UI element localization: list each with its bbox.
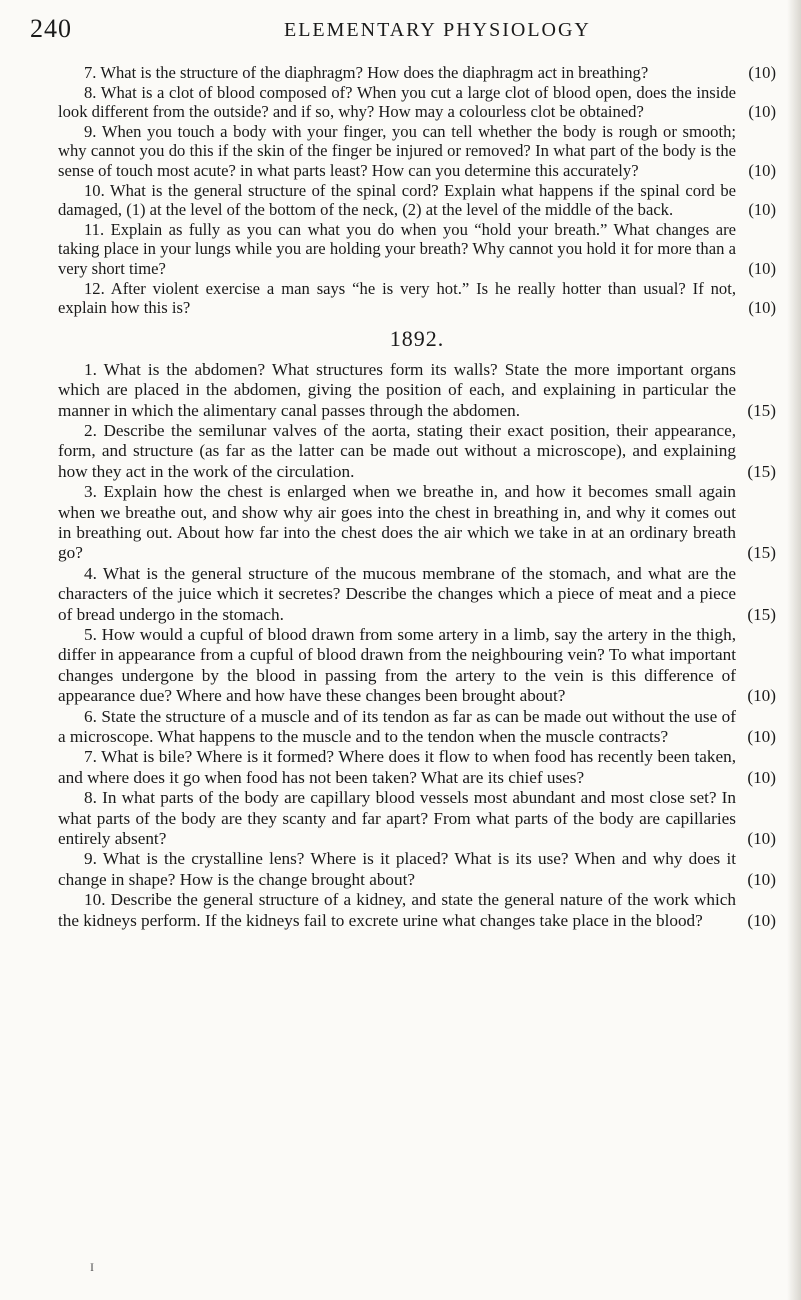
question-item xyxy=(58,890,776,931)
question-marks: (10) xyxy=(748,298,776,318)
question-number: 7. xyxy=(84,63,97,82)
question-number: 10. xyxy=(84,180,105,200)
page-body xyxy=(58,63,776,931)
question-text: After violent exercise a man says “he is very hot.” Is he really hotter than usual? If not, explain how this is? xyxy=(58,278,736,318)
question-marks: (15) xyxy=(747,461,776,481)
question-item xyxy=(58,707,776,748)
page-number: 240 xyxy=(30,14,72,43)
question-item xyxy=(58,482,776,564)
question-text: Explain as fully as you can what you do when you “hold your breath.” What changes are taking place in your lungs while you are holding your breath? Why cannot you hold it for more than a very short time? xyxy=(58,219,736,278)
question-marks: (10) xyxy=(747,767,776,787)
question-text: What is the structure of the diaphragm? How does the diaphragm act in breathing? xyxy=(100,63,649,82)
question-item xyxy=(58,788,776,849)
question-number: 5. xyxy=(84,625,97,644)
question-number: 11. xyxy=(84,219,105,239)
running-title: ELEMENTARY PHYSIOLOGY xyxy=(284,19,591,41)
question-item xyxy=(58,849,776,890)
question-item xyxy=(58,625,776,707)
question-marks: (10) xyxy=(748,258,776,278)
question-item xyxy=(58,747,776,788)
question-list-1892 xyxy=(58,360,776,931)
question-item xyxy=(58,181,776,220)
question-number: 8. xyxy=(84,788,97,808)
question-number: 4. xyxy=(84,563,97,583)
question-text: When you touch a body with your finger, you can tell whether the body is rough or smooth; why cannot you do this if the skin of the finger be injured or removed? In what part of the body is the sense of touch most acute? in what parts least? How can you determine this accurately? xyxy=(58,121,736,180)
question-number: 3. xyxy=(84,482,97,502)
question-number: 10. xyxy=(84,890,106,910)
question-number: 1. xyxy=(84,359,97,379)
question-list-1891 xyxy=(58,63,776,318)
question-number: 9. xyxy=(84,849,97,869)
question-item xyxy=(58,421,776,482)
question-text: State the structure of a muscle and of its tendon as far as can be made out without the use of a microscope. What happens to the muscle and to the tendon when the muscle contracts? xyxy=(58,706,736,747)
question-number: 8. xyxy=(84,82,97,102)
question-text: What is bile? Where is it formed? Where does it flow to when food has recently been taken, and where does it go when food has not been taken? What are its chief uses? xyxy=(58,747,736,787)
question-marks: (10) xyxy=(747,727,776,747)
footer-mark: I xyxy=(90,1260,94,1274)
question-number: 7. xyxy=(84,747,97,767)
question-marks: (15) xyxy=(747,604,776,624)
question-marks: (15) xyxy=(747,543,776,563)
question-marks: (10) xyxy=(747,829,776,849)
question-text: What is the abdomen? What structures form its walls? State the more important organs which are placed in the abdomen, giving the position of each, and explaining in particular the manner in which the alimentary canal passes through the abdomen. xyxy=(58,359,736,420)
question-item xyxy=(58,279,776,318)
question-marks: (10) xyxy=(747,686,776,706)
question-item xyxy=(58,122,776,181)
question-item xyxy=(58,360,776,421)
page-header xyxy=(30,14,770,54)
question-text: What is a clot of blood composed of? When you cut a large clot of blood open, does the inside look different from the outside? and if so, why? How may a colourless clot be obtained? xyxy=(58,82,736,122)
question-text: Describe the general structure of a kidney, and state the general nature of the work which the kidneys perform. If the kidneys fail to excrete urine what changes take place in the blood? xyxy=(58,890,737,930)
question-text: What is the general structure of the spinal cord? Explain what happens if the spinal cord be damaged, (1) at the level of the bottom of the neck, (2) at the level of the middle of the back. xyxy=(58,180,736,220)
question-item xyxy=(58,63,776,83)
question-marks: (10) xyxy=(748,63,776,82)
question-item xyxy=(58,83,776,122)
year-heading: 1892. xyxy=(389,325,445,351)
question-marks: (15) xyxy=(747,400,776,420)
question-number: 2. xyxy=(84,420,97,440)
question-marks: (10) xyxy=(747,869,776,889)
question-text: What is the crystalline lens? Where is it placed? What is its use? When and why does it change in shape? How is the change brought about? xyxy=(58,849,736,889)
question-item xyxy=(58,564,776,625)
question-text: In what parts of the body are capillary blood vessels most abundant and most close set? In what parts of the body are they scanty and far apart? From what parts of the body are capillaries entirely absent? xyxy=(58,788,736,849)
question-number: 6. xyxy=(84,706,97,726)
question-number: 12. xyxy=(84,278,105,298)
page-edge-shadow xyxy=(787,0,801,1300)
question-marks: (10) xyxy=(747,910,776,930)
question-marks: (10) xyxy=(748,160,776,180)
question-item xyxy=(58,220,776,279)
question-text: How would a cupful of blood drawn from some artery in a limb, say the artery in the thigh, differ in appearance from a cupful of blood drawn from the neighbouring vein? To what important changes undergone by the blood in passing from the artery to the vein is this difference of appearance due? Where and how have these changes been brought about? xyxy=(58,625,736,706)
question-marks: (10) xyxy=(748,102,776,122)
question-number: 9. xyxy=(84,121,97,141)
question-text: What is the general structure of the mucous membrane of the stomach, and what are the characters of the juice which it secretes? Describe the changes which a piece of meat and a piece of bread undergo in the stomach. xyxy=(58,563,736,624)
question-marks: (10) xyxy=(748,200,776,220)
question-text: Explain how the chest is enlarged when we breathe in, and how it becomes small again when we breathe out, and show why air goes into the chest in breathing in, and why it comes out in breathing out. About how far into the chest does the air which we take in at an ordinary breath go? xyxy=(58,482,736,563)
question-text: Describe the semilunar valves of the aorta, stating their exact position, their appearance, form, and structure (as far as the latter can be made out without a microscope), and explaining how they act in the work of the circulation. xyxy=(58,420,737,481)
